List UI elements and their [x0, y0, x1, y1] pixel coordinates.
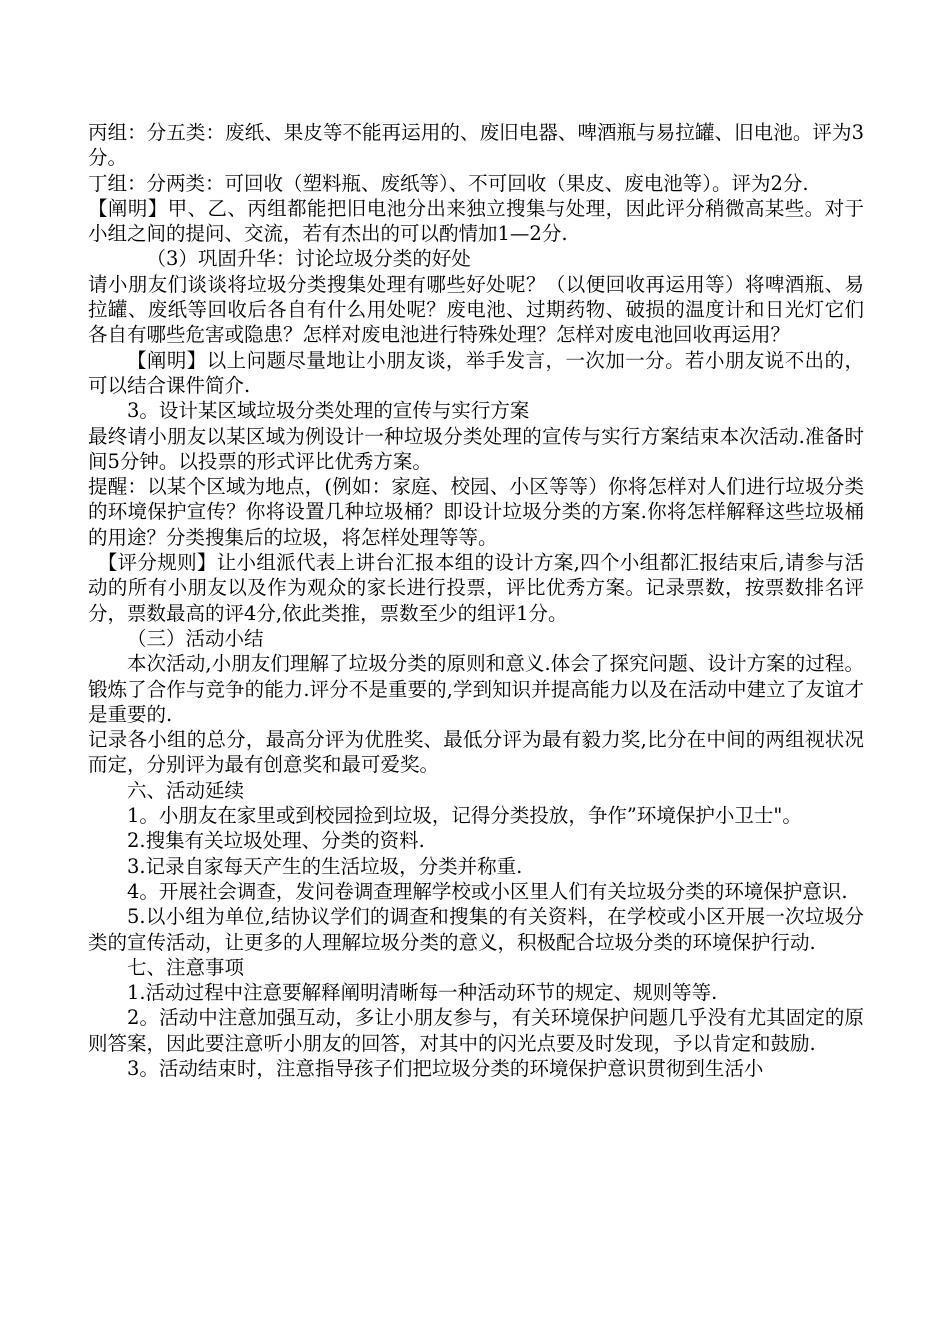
paragraph-explanation-1: 【阐明】甲、乙、丙组都能把旧电池分出来独立搜集与处理，因此评分稍微高某些。对于小组之间的提问、交流，若有杰出的可以酌情加1—2分.: [88, 196, 864, 246]
document-page: [88, 120, 864, 1081]
paragraph-reminder: 提醒：以某个区域为地点，(例如：家庭、校园、小区等等）你将怎样对人们进行垃圾分类的环境保护宣传？你将设置几种垃圾桶？即设计垃圾分类的方案.你将怎样解释这些垃圾桶的用途？分类搜集后的垃圾，将怎样处理等等。: [88, 475, 864, 549]
heading-notes: 七、注意事项: [127, 955, 245, 979]
list-item-extension-5: 5.以小组为单位,结协议学们的调查和搜集的有关资料，在学校或小区开展一次垃圾分类的宣传活动，让更多的人理解垃圾分类的意义，积极配合垃圾分类的环境保护行动.: [88, 905, 864, 954]
list-item-note-1: 1.活动过程中注意要解释阐明清晰每一种活动环节的规定、规则等等.: [127, 981, 718, 1005]
paragraph-summary-body: 本次活动,小朋友们理解了垃圾分类的原则和意义.体会了探究问题、设计方案的过程。锻炼了合作与竞争的能力.评分不是重要的,学到知识并提高能力以及在活动中建立了友谊才是重要的.: [88, 652, 864, 726]
paragraph-discussion-questions: 请小朋友们谈谈将垃圾分类搜集处理有哪些好处呢？（以便回收再运用等）将啤酒瓶、易拉罐、废纸等回收后各自有什么用处呢？废电池、过期药物、破损的温度计和日光灯它们各自有哪些危害或隐患？怎样对废电池进行特殊处理？怎样对废电池回收再运用？: [88, 272, 864, 347]
heading-activity-summary: （三）活动小结: [127, 626, 264, 650]
paragraph-awards: 记录各小组的总分，最高分评为优胜奖、最低分评为最有毅力奖,比分在中间的两组视状况而定，分别评为最有创意奖和最可爱奖。: [88, 728, 864, 777]
list-item-note-3: 3。活动结束时，注意指导孩子们把垃圾分类的环境保护意识贯彻到生活小: [127, 1056, 764, 1080]
list-item-note-2: 2。活动中注意加强互动，多让小朋友参与，有关环境保护问题几乎没有尤其固定的原则答案，因此要注意听小朋友的回答，对其中的闪光点要及时发现，予以肯定和鼓励.: [88, 1006, 864, 1055]
paragraph-group-d: 丁组：分两类：可回收（塑料瓶、废纸等）、不可回收（果皮、废电池等）。评为2分.: [88, 171, 809, 195]
list-item-extension-2: 2.搜集有关垃圾处理、分类的资料.: [127, 829, 425, 853]
heading-consolidate: （3）巩固升华：讨论垃圾分类的好处: [146, 247, 471, 271]
list-item-extension-1: 1。小朋友在家里或到校园捡到垃圾，记得分类投放，争作”环境保护小卫士"。: [127, 804, 802, 828]
paragraph-scoring-rules: 【评分规则】让小组派代表上讲台汇报本组的设计方案,四个小组都汇报结束后,请参与活动的所有小朋友以及作为观众的家长进行投票，评比优秀方案。记录票数，按票数排名评分，票数最高的评4分,依此类推，票数至少的组评1分。: [88, 551, 864, 625]
paragraph-final-task: 最终请小朋友以某区域为例设计一种垃圾分类处理的宣传与实行方案结束本次活动.准备时间5分钟。以投票的形式评比优秀方案。: [88, 424, 864, 473]
paragraph-explanation-2: 【阐明】以上问题尽量地让小朋友谈，举手发言，一次加一分。若小朋友说不出的，可以结合课件简介.: [88, 348, 864, 397]
heading-activity-extension: 六、活动延续: [127, 778, 245, 802]
heading-design-plan: 3。设计某区域垃圾分类处理的宣传与实行方案: [127, 399, 530, 423]
paragraph-group-c: 丙组：分五类：废纸、果皮等不能再运用的、废旧电器、啤酒瓶与易拉罐、旧电池。评为3分。: [88, 121, 864, 170]
list-item-extension-4: 4。开展社会调查，发问卷调查理解学校或小区里人们有关垃圾分类的环境保护意识.: [127, 879, 848, 903]
list-item-extension-3: 3.记录自家每天产生的生活垃圾，分类并称重.: [127, 854, 523, 878]
